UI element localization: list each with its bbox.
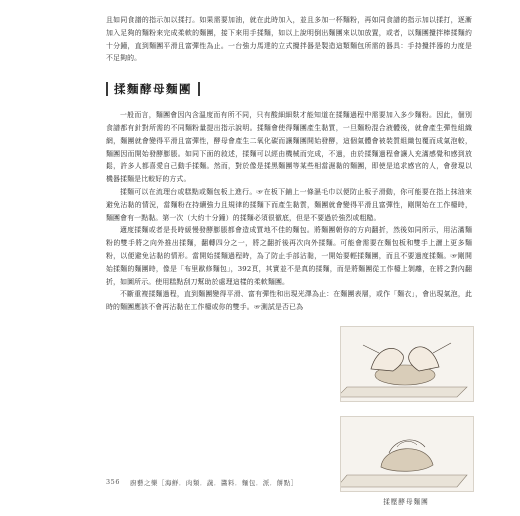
illustration-panel-dough-ball [340, 416, 474, 492]
text-with-figure [106, 224, 472, 314]
illustration-panel-hands-dough [340, 326, 474, 402]
page-footer [106, 478, 298, 487]
paragraph-3: 適度揉麵或者是長時緩慢發酵膨脹都會造成質地不佳的麵包。將麵團朝你的方向翻折，然後如同所示，用沾滿麵粉的雙手將之向外推出揉麵，翻轉四分之一，將之翻折後再次向外揉麵。可能會需要在麵包板和雙手上灑上更多麵粉，以便避免沾黏的情形。當開始揉麵過程時，為了防止手部沾黏，一開始要輕揉麵團，而且不要過度揉麵。☞剛開始揉麵的麵團時，像是「布里歐修麵包」，392頁，其實並不是真的揉麵，而是將麵團從工作檯上剝離，在將之對內翻折，如圖所示。使用糕點刮刀幫助於處理這樣的柔軟麵團。 [106, 226, 472, 286]
section-heading: 揉麵酵母麵團 [114, 82, 192, 97]
section-heading-block [106, 81, 472, 97]
intro-paragraph: 且如同食譜的指示加以揉打。如果需要加油，就在此時加入，並且多加一杯麵粉，再如同食譜的指示加以揉打，逐漸加入足夠的麵粉來完成柔軟的麵團，接下來用手揉麵，如以上說明倒出麵團來以加放置，或者，以麵團攪拌棒揉麵約十分鐘，直到麵團平滑且富彈性為止。一台強力馬達的立式攪拌器是製造這類麵包所需的器具：手持攪拌器的力度是不足夠的。 [106, 16, 472, 63]
paragraph-4: 不斷重複揉麵過程，直到麵團變得平滑、富有彈性和出現光澤為止：在麵團表層，或作「麵衣」，會出現氣泡，此時的麵團應該不會再沾黏在工作檯或你的雙手。☞測試是否已為 [106, 290, 472, 312]
book-title: 廚藝之樂［海鮮．肉類．蔬．醬料．麵包．派．餅點］ [130, 479, 298, 487]
paragraph-2: 揉麵可以在流理台或糕點或麵包板上進行。☞在板下鋪上一條濕毛巾以便防止板子滑動，你可能要在指上抹油來避免沾黏的情況，當麵粉在持續強力且規律的揉麵下而產生黏質，麵團就會變得平滑且富彈性，剛開始在工作檯時，麵團會有一點黏。第一次（大約十分鐘）的揉麵必須很徹底，但是不要過於強烈或粗糙。 [106, 187, 472, 222]
heading-left-bar [106, 82, 108, 96]
page-number: 356 [106, 478, 120, 486]
kneading-illustration [340, 326, 472, 506]
paragraph-1: 一般而言，麵團會因內含溫度而有所不同，只有酸細細麩才能知道在揉麵過程中需要加入多少麵粉。因此，個別食譜都有針對所需的不同麵粉量提出指示說明。揉麵會使得麵團產生黏質，一旦麵粉混合液體後，就會產生彈性組織網，麵團就會變得平滑且富彈性，酵母會產生二氧化碳而讓麵團開始發酵，這個氣體會被裝質組織包覆而成氣泡較，麵團因而開始發酵膨脹。如同下面的敘述，揉麵可以經由機械而完成，不過，由於揉麵過程會讓人充滿感覺和感到放鬆，許多人都喜愛自己動手揉麵。然而，對於像是揉黑麵團等某些相當濕黏的麵團，即使是追求感官的人，會發現以機器揉麵是比較好的方式。 [106, 111, 472, 184]
figure-caption: 揉壓酵母麵團 [383, 498, 429, 506]
heading-right-bar [198, 82, 200, 96]
